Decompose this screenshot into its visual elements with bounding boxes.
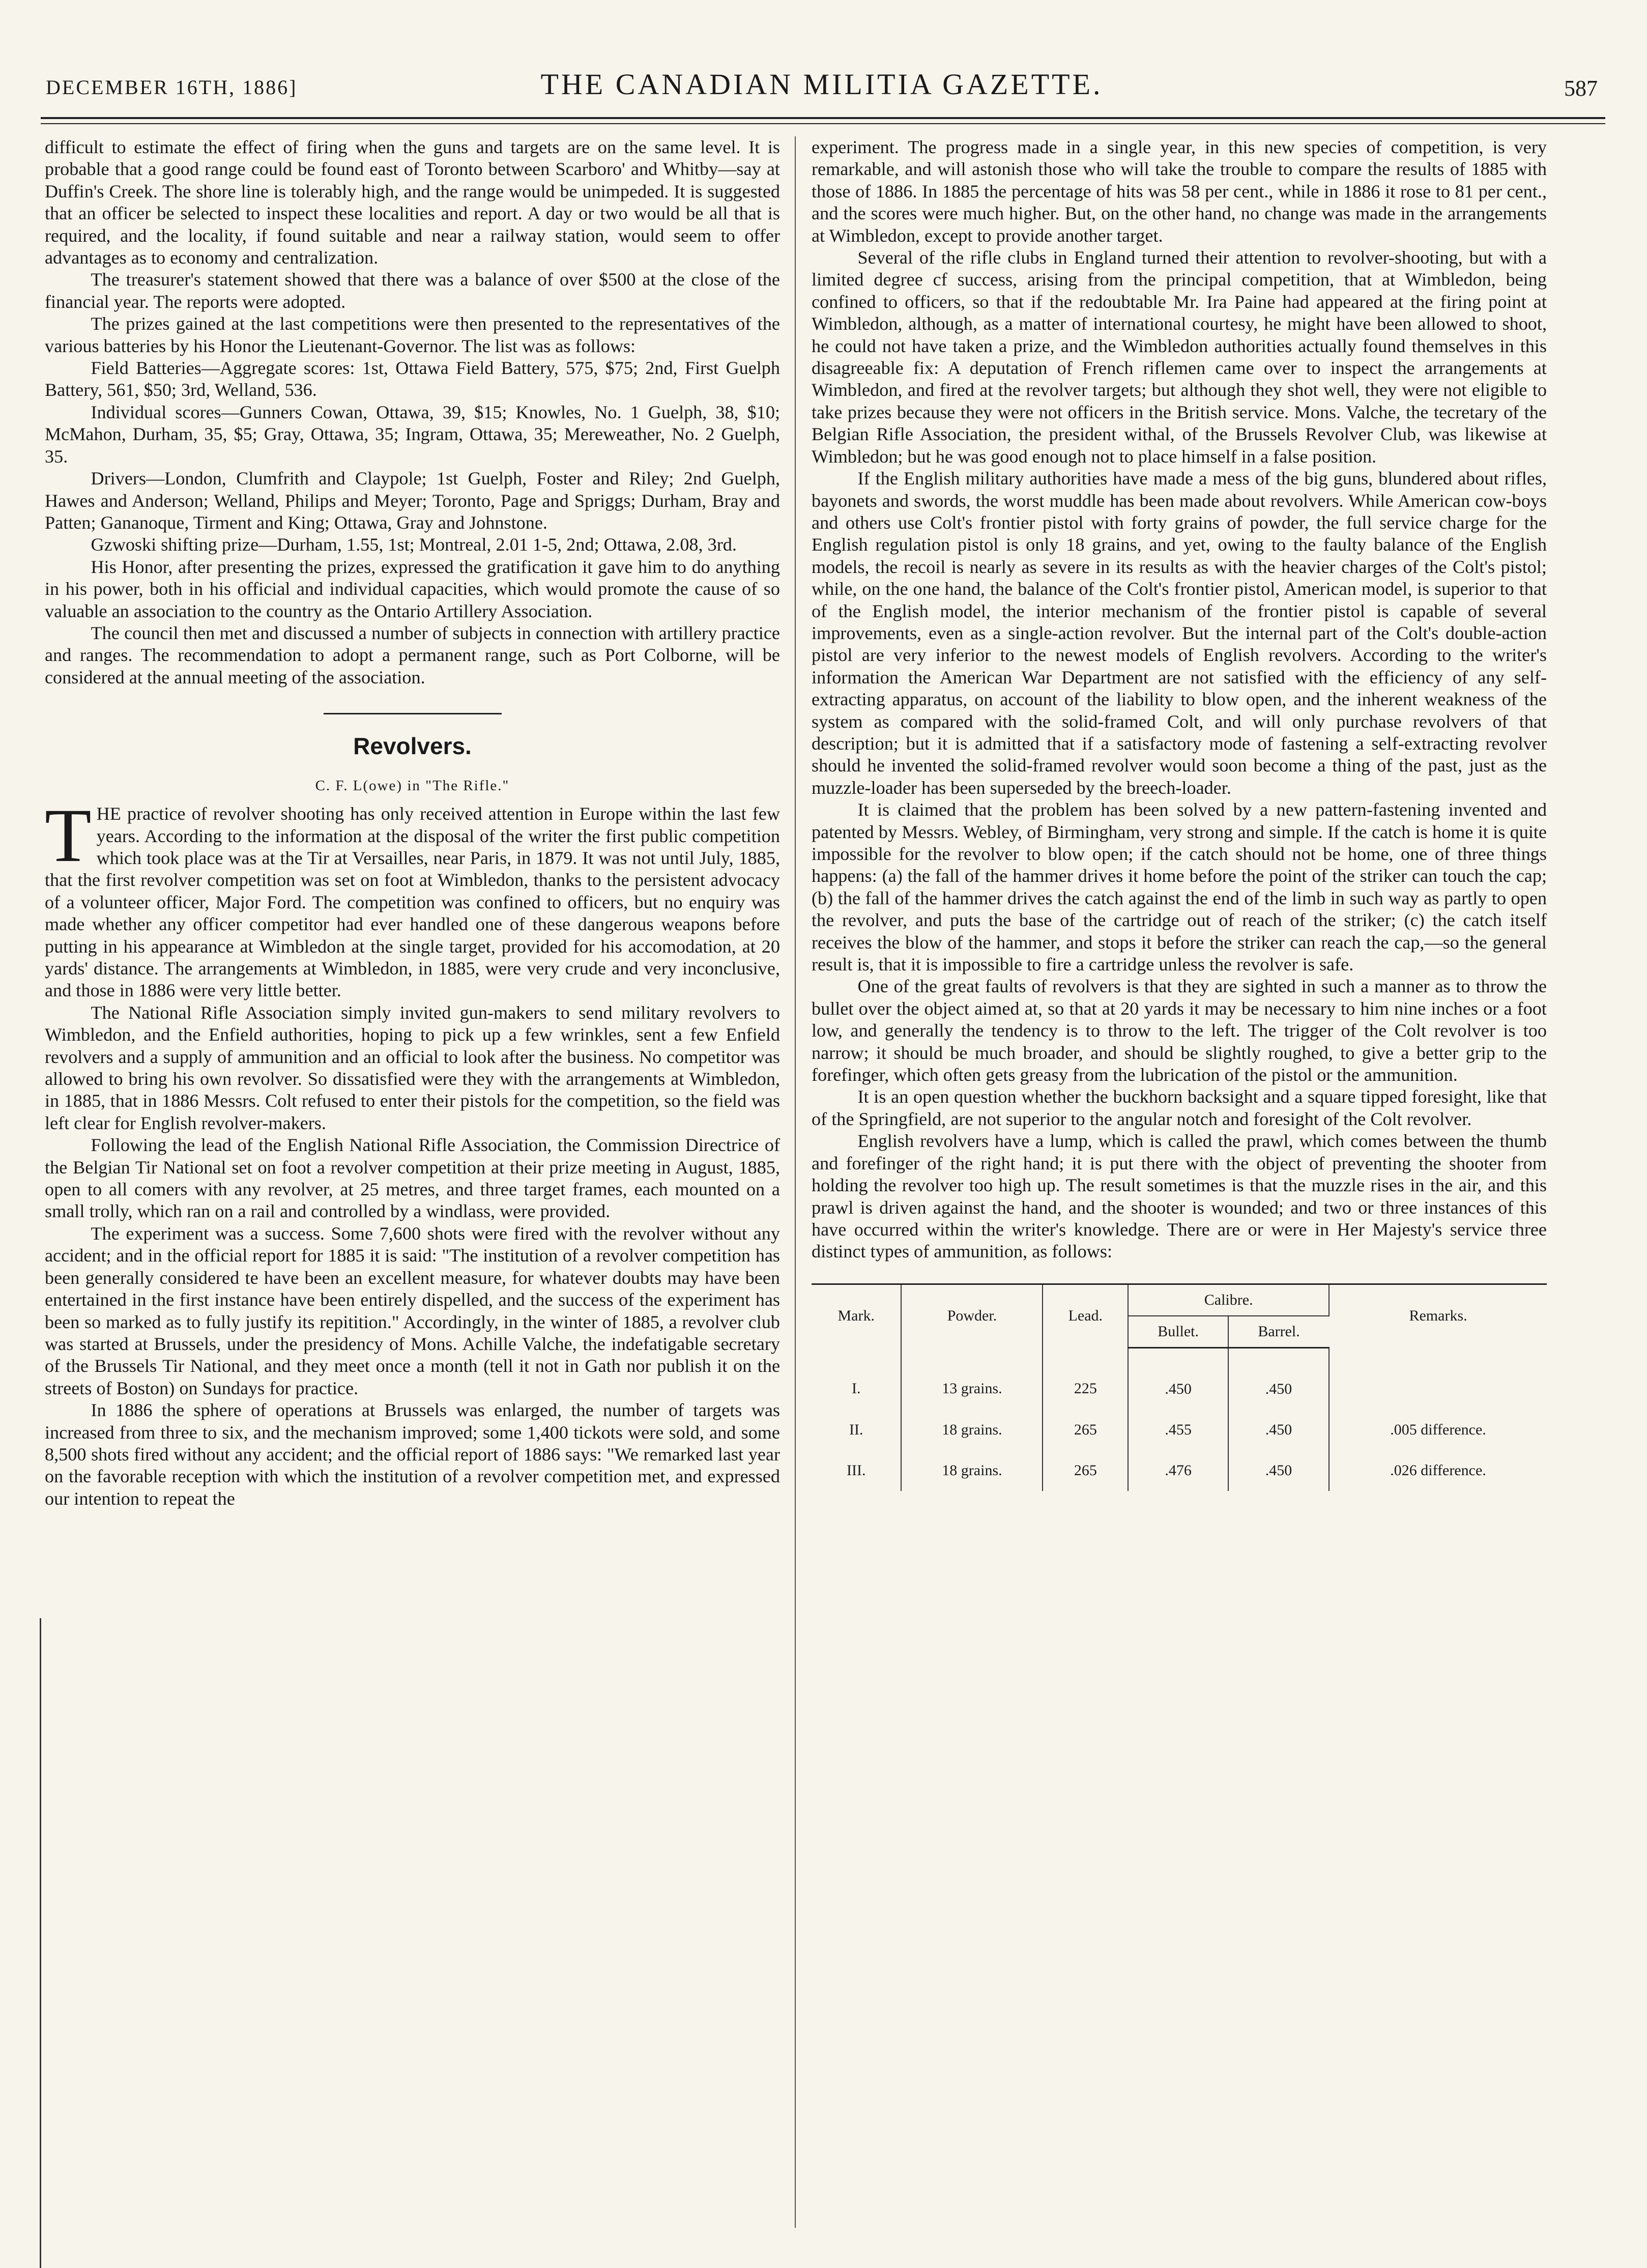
cell-remarks xyxy=(1329,1347,1547,1410)
ammunition-table xyxy=(812,1283,1547,1491)
col-header-remarks: Remarks. xyxy=(1329,1284,1547,1347)
cell-remarks: .026 difference. xyxy=(1390,1461,1486,1479)
col-header-lead: Lead. xyxy=(1043,1284,1128,1347)
column-divider xyxy=(795,136,796,2228)
table-row xyxy=(812,1347,1547,1410)
section-rule xyxy=(324,713,502,714)
cell-mark: II. xyxy=(812,1410,901,1450)
paragraph: The council then met and discussed a number of subjects in connection with artillery practice and ranges. The recommendation to adopt a permanent range, such as Port Colborne, will be considered at the annual meeting of the association. xyxy=(45,622,780,687)
table-row xyxy=(812,1410,1547,1450)
paragraph: experiment. The progress made in a single year, in this new species of competition, is very remarkable, and will astonish those who will take the trouble to compare the results of 1885 with those of 1886. In 1885 the percentage of hits was 58 per cent., while in 1886 it rose to 81 per cent., and the scores were much higher. But, on the other hand, no change was made in the arrangements at Wimbledon, except to provide another target. xyxy=(812,137,1547,246)
margin-line xyxy=(40,1618,41,2268)
paragraph: Drivers—London, Clumfrith and Claypole; 1st Guelph, Foster and Riley; 2nd Guelph, Hawes and Anderson; Welland, Philips and Meyer; Toronto, Page and Spriggs; Durham, Bray and Patten; Gananoque, Tirment and King; Ottawa, Gray and Johnstone. xyxy=(45,468,780,533)
page-number: 587 xyxy=(1564,76,1598,101)
article-first-text: HE practice of revolver shooting has only received attention in Europe within the last few years. According to the information at the disposal of the writer the first public competition which took place was at the Tir at Versailles, near Paris, in 1879. It was not until July, 1885, that the first revolver competition was set on foot at Wimbledon, thanks to the persistent advocacy of a volunteer officer, Major Ford. The competition was confined to officers, but no enquiry was made whether any officer competitor had ever handled one of these dangerous weapons before putting in his appearance at Wimbledon at the single target, provided for his accomodation, at 20 yards' distance. The arrangements at Wimbledon, in 1885, were very crude and very inconclusive, and those in 1886 were very little better. xyxy=(45,803,780,1001)
cell-bullet: .455 xyxy=(1128,1410,1228,1450)
cell-barrel: .450 xyxy=(1228,1450,1329,1491)
col-header-mark: Mark. xyxy=(812,1284,901,1347)
cell-mark: I. xyxy=(812,1347,901,1410)
drop-cap: T xyxy=(45,793,92,878)
issue-date: DECEMBER 16TH, 1886] xyxy=(46,76,298,99)
col-header-barrel: Barrel. xyxy=(1228,1316,1329,1348)
cell-remarks: .005 difference. xyxy=(1390,1421,1486,1438)
cell-powder: 18 grains. xyxy=(901,1410,1043,1450)
header-rule-thin xyxy=(41,123,1605,124)
paragraph: The experiment was a success. Some 7,600 shots were fired with the revolver without any accident; and in the official report for 1885 it is said: "The institution of a revolver competition has been generally considered te have been an excellent measure, for whatever doubts may have been entertained in the first instance have been entirely dispelled, and the success of the experiment has been so marked as to fully justify its repitition." Accordingly, in the winter of 1885, a revolver club was started at Brussels, under the presidency of Mons. Achille Valche, the indefatigable secretary of the Brussels Tir National, and they meet once a month (tell it not in Gath nor publish it on the streets of Boston) on Sundays for practice. xyxy=(45,1223,780,1398)
right-column xyxy=(812,136,1547,1491)
cell-bullet: .476 xyxy=(1128,1450,1228,1491)
paragraph: One of the great faults of revolvers is that they are sighted in such a manner as to throw the bullet over the object aimed at, so that at 20 yards it may be necessary to him nine inches or a foot low, and generally the tendency is to throw to the left. The trigger of the Colt revolver is too narrow; it should be much broader, and should be slightly roughed, to give a better grip to the forefinger, which often gets greasy from the lubrication of the pistol or the ammunition. xyxy=(812,976,1547,1085)
paragraph: Several of the rifle clubs in England turned their attention to revolver-shooting, but with a limited degree cf success, arising from the principal competition, that at Wimbledon, being confined to officers, so that if the redoubtable Mr. Ira Paine had appeared at the firing point at Wimbledon, although, as a matter of international courtesy, he might have been allowed to shoot, he could not have taken a prize, and the Wimbledon authorities actually found themselves in this disagreeable fix: A deputation of French riflemen came over to inspect the arrangements at Wimbledon, and fired at the revolver targets; but although they shot well, they were not eligible to take prizes because they were not officers in the British service. Mons. Valche, the tecretary of the Belgian Rifle Association, the president withal, of the Brussels Revolver Club, was likewise at Wimbledon; but he was good enough not to place himself in a false position. xyxy=(812,247,1547,467)
publication-title: THE CANADIAN MILITIA GAZETTE. xyxy=(540,68,1103,101)
paragraph: English revolvers have a lump, which is called the prawl, which comes between the thumb and forefinger of the right hand; it is put there with the object of preventing the shooter from holding the revolver too high up. The result sometimes is that the muzzle rises in the air, and this prawl is driven against the hand, and the shooter is wounded; and two or three instances of this have occurred within the writer's knowledge. There are or were in Her Majesty's service three distinct types of ammunition, as follows: xyxy=(812,1131,1547,1262)
article-first-paragraph xyxy=(45,793,780,1002)
left-column xyxy=(45,136,780,1510)
byline: C. F. L(owe) in "The Rifle." xyxy=(315,778,510,794)
paragraph: The National Rifle Association simply invited gun-makers to send military revolvers to Wimbledon, and the Enfield authorities, hoping to pick up a few wrinkles, sent a few Enfield revolvers and a supply of ammunition and an official to look after the business. No competitor was allowed to bring his own revolver. So dissatisfied were they with the arrangements at Wimbledon, in 1885, that in 1886 Messrs. Colt refused to enter their pistols for the competition, so the field was left clear for English revolver-makers. xyxy=(45,1002,780,1133)
paragraph: If the English military authorities have made a mess of the big guns, blundered about rifles, bayonets and swords, the worst muddle has been made about revolvers. While American cow-boys and others use Colt's frontier pistol with forty grains of powder, the full service charge for the English regulation pistol is only 18 grains, and yet, owing to the faulty balance of the English models, the recoil is nearly as severe in its results as with the heavier charges of the Colt's pistol; while, on the one hand, the balance of the Colt's frontier pistol, American model, is superior to that of the English model, the interior mechanism of the frontier pistol is capable of several improvements, even as a single-action revolver. But the internal part of the Colt's double-action pistol are very inferior to the newest models of English revolvers. According to the writer's information the American War Department are not satisfied with the efficiency of any self-extracting apparatus, on account of the liability to blow open, and the inherent weakness of the system as compared with the solid-framed Colt, and will only purchase revolvers of that description; but it is admitted that if a satisfactory mode of fastening a self-extracting revolver should he invented the solid-framed revolver would soon become a thing of the past, just as the muzzle-loader has been superseded by the breech-loader. xyxy=(812,468,1547,798)
paragraph: It is claimed that the problem has been solved by a new pattern-fastening invented and patented by Messrs. Webley, of Birmingham, very strong and simple. If the catch is home it is quite impossible for the revolver to blow open; if the catch should not be home, one of three things happens: (a) the fall of the hammer drives it home before the point of the striker can touch the cap; (b) the fall of the hammer drives the catch against the end of the limb in such way as partly to open the revolver, and puts the base of the cartridge out of reach of the striker; (c) the catch itself receives the blow of the hammer, and stops it before the striker can reach the cap,—so the general result is, that it is impossible to fire a cartridge unless the revolver is safe. xyxy=(812,799,1547,975)
paragraph: Field Batteries—Aggregate scores: 1st, Ottawa Field Battery, 575, $75; 2nd, First Guelph Battery, 561, $50; 3rd, Welland, 536. xyxy=(45,358,780,400)
paragraph: It is an open question whether the buckhorn backsight and a square tipped foresight, like that of the Springfield, are not superior to the angular notch and foresight of the Colt revolver. xyxy=(812,1086,1547,1129)
paragraph: Gzwoski shifting prize—Durham, 1.55, 1st; Montreal, 2.01 1-5, 2nd; Ottawa, 2.08, 3rd. xyxy=(91,534,737,555)
cell-barrel: .450 xyxy=(1228,1410,1329,1450)
paragraph: His Honor, after presenting the prizes, expressed the gratification it gave him to do anything in his power, both in his official and individual capacities, which would promote the cause of so valuable an association to the country as the Ontario Artillery Association. xyxy=(45,556,780,621)
col-header-bullet: Bullet. xyxy=(1128,1316,1228,1348)
paragraph: difficult to estimate the effect of firing when the guns and targets are on the same level. It is probable that a good range could be found east of Toronto between Scarboro' and Whitby—say at Duffin's Creek. The shore line is tolerably high, and the range would be unimpeded. It is suggested that an officer be selected to inspect these localities and report. A day or two would be all that is required, and the locality, if found suitable and near a railway station, would seem to offer advantages as to economy and centralization. xyxy=(45,137,780,268)
cell-lead: 265 xyxy=(1043,1450,1128,1491)
cell-mark: III. xyxy=(812,1450,901,1491)
cell-lead: 225 xyxy=(1043,1347,1128,1410)
paragraph: The prizes gained at the last competitions were then presented to the representatives of the various batteries by his Honor the Lieutenant-Governor. The list was as follows: xyxy=(45,313,780,356)
col-header-calibre: Calibre. xyxy=(1128,1284,1329,1316)
cell-lead: 265 xyxy=(1043,1410,1128,1450)
cell-powder: 13 grains. xyxy=(901,1347,1043,1410)
cell-powder: 18 grains. xyxy=(901,1450,1043,1491)
paragraph: In 1886 the sphere of operations at Brussels was enlarged, the number of targets was increased from three to six, and the mechanism improved; some 1,400 tickots were sold, and some 8,500 shots fired without any accident; and the official report of 1886 says: "We remarked last year on the favorable reception with which the institution of a revolver competition met, and expressed our intention to repeat the xyxy=(45,1400,780,1509)
header-rule xyxy=(41,117,1605,119)
cell-bullet: .450 xyxy=(1128,1347,1228,1410)
paragraph: Individual scores—Gunners Cowan, Ottawa, 39, $15; Knowles, No. 1 Guelph, 38, $10; McMahon, Durham, 35, $5; Gray, Ottawa, 35; Ingram, Ottawa, 35; Mereweather, No. 2 Guelph, 35. xyxy=(45,401,780,467)
paragraph: Following the lead of the English National Rifle Association, the Commission Directrice of the Belgian Tir National set on foot a revolver competition at their prize meeting in August, 1885, open to all comers with any revolver, at 25 metres, and three target frames, each mounted on a small trolly, which ran on a rail and controlled by a windlass, were provided. xyxy=(45,1135,780,1222)
cell-barrel: .450 xyxy=(1228,1347,1329,1410)
col-header-powder: Powder. xyxy=(901,1284,1043,1347)
paragraph: The treasurer's statement showed that there was a balance of over $500 at the close of the financial year. The reports were adopted. xyxy=(45,269,780,312)
section-title: Revolvers. xyxy=(353,733,472,760)
table-row xyxy=(812,1450,1547,1491)
page-header xyxy=(46,66,1598,112)
